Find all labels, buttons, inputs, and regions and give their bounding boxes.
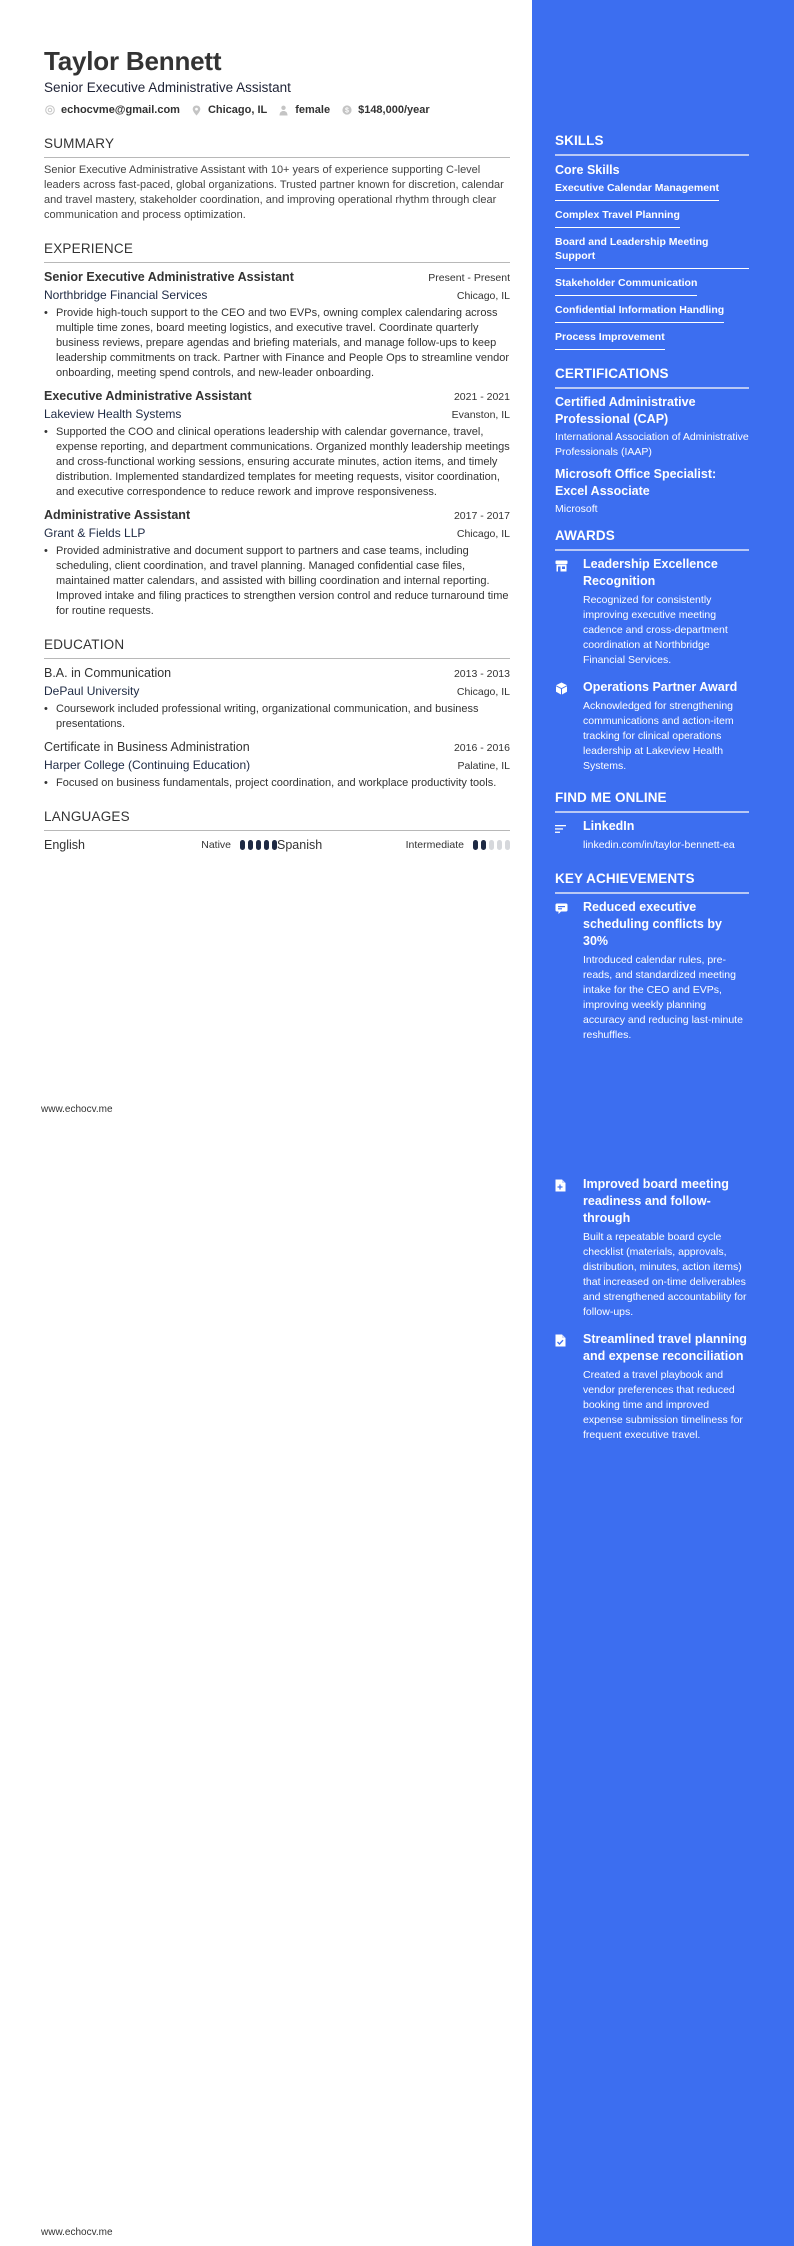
storefront-icon: [555, 556, 583, 675]
achievement-description: Built a repeatable board cycle checklist (materials, approvals, distribution, minutes, action items) that increased on-time deliverables and strengthened accountability for follow-ups.: [583, 1231, 747, 1318]
job-company: Lakeview Health Systems: [44, 407, 182, 421]
skills-group-title: Core Skills: [555, 163, 620, 177]
achievement-description: Created a travel playbook and vendor preferences that reduced booking time and improved expense submission timeliness for frequent executive travel.: [583, 1369, 743, 1441]
education-entry: [44, 738, 510, 791]
skills-list: [555, 179, 749, 355]
experience-section: [44, 240, 510, 619]
skill-item: Process Improvement: [555, 328, 665, 350]
achievements-heading: KEY ACHIEVEMENTS: [555, 870, 749, 894]
awards-section: [555, 527, 749, 781]
contact-location: [191, 104, 267, 116]
language-name: English: [44, 838, 85, 852]
certification-name: Microsoft Office Specialist: Excel Associate: [555, 467, 717, 498]
cube-icon: [555, 679, 583, 781]
achievement-item: [555, 899, 749, 1050]
online-heading: FIND ME ONLINE: [555, 789, 749, 813]
certifications-section: [555, 365, 749, 517]
experience-heading: EXPERIENCE: [44, 240, 510, 263]
award-title: Leadership Excellence Recognition: [583, 557, 718, 588]
language-item: [44, 838, 277, 852]
footer-link[interactable]: www.echocv.me: [41, 1104, 113, 1115]
person-icon: [278, 105, 289, 116]
skill-item: Executive Calendar Management: [555, 179, 719, 201]
document-plus-icon: [555, 1176, 583, 1327]
contact-gender: [278, 104, 330, 116]
job-bullet: • Provide high-touch support to the CEO and two EVPs, owning complex calendaring across multiple time zones, board meeting logistics, and executive travel. Coordinate quarterly business reviews, prepare agendas and briefing materials, and manage follow-ups to keep leadership commitments on track. Partner with Finance and People Ops to streamline vendor onboarding, meeting spend controls, and new-leader onboarding.: [44, 307, 510, 379]
achievements-section: [555, 870, 749, 1050]
job-role: Senior Executive Administrative Assistant: [44, 270, 294, 284]
award-title: Operations Partner Award: [583, 680, 738, 694]
dollar-icon: [341, 105, 352, 116]
job-dates: Present - Present: [428, 272, 510, 284]
chat-bubble-icon: [555, 899, 583, 1050]
contact-gender-text: female: [295, 104, 331, 116]
svg-text:$: $: [344, 107, 349, 115]
language-item: [277, 838, 510, 852]
experience-entry: [44, 268, 510, 381]
job-role: Executive Administrative Assistant: [44, 389, 252, 403]
contact-location-text: Chicago, IL: [207, 104, 268, 116]
award-item: [555, 679, 749, 781]
online-section: [555, 789, 749, 860]
award-description: Recognized for consistently improving executive meeting cadence and cross-department coordination at Northbridge Financial Services.: [583, 594, 728, 666]
languages-heading: LANGUAGES: [44, 808, 510, 831]
skills-heading: SKILLS: [555, 132, 749, 156]
school-location: Chicago, IL: [456, 686, 510, 698]
job-role: Administrative Assistant: [44, 508, 191, 522]
education-heading: EDUCATION: [44, 636, 510, 659]
job-dates: 2017 - 2017: [453, 510, 510, 522]
achievement-item: [555, 1176, 749, 1327]
online-title: LinkedIn: [583, 819, 635, 833]
skill-item: Complex Travel Planning: [555, 206, 680, 228]
location-pin-icon: [191, 105, 202, 116]
skill-item: Board and Leadership Meeting Support: [555, 233, 749, 269]
degree-title: B.A. in Communication: [44, 666, 172, 680]
contact-salary: [341, 104, 430, 116]
achievement-title: Improved board meeting readiness and follow-through: [583, 1177, 729, 1225]
education-dates: 2016 - 2016: [453, 742, 510, 754]
education-dates: 2013 - 2013: [453, 668, 510, 680]
online-url[interactable]: linkedin.com/in/taylor-bennett-ea: [583, 839, 735, 851]
experience-entry: [44, 506, 510, 619]
degree-title: Certificate in Business Administration: [44, 740, 250, 754]
education-section: [44, 636, 510, 791]
achievement-title: Reduced executive scheduling conflicts by 30%: [583, 900, 722, 948]
job-location: Evanston, IL: [451, 409, 510, 421]
job-location: Chicago, IL: [456, 528, 510, 540]
experience-entry: [44, 387, 510, 500]
job-company: Northbridge Financial Services: [44, 288, 208, 302]
summary-heading: SUMMARY: [44, 135, 510, 158]
sidebar-column-continued: [555, 1172, 749, 1450]
school-location: Palatine, IL: [457, 760, 510, 772]
candidate-title: Senior Executive Administrative Assistant: [44, 80, 291, 95]
online-item[interactable]: [555, 818, 749, 860]
skills-section: [555, 132, 749, 355]
award-description: Acknowledged for strengthening communications and action-item tracking for clinical operations leadership at Lakeview Health Systems.: [583, 700, 734, 772]
school-name: Harper College (Continuing Education): [44, 758, 251, 772]
contact-salary-text: $148,000/year: [358, 104, 430, 116]
sidebar-column: [555, 132, 749, 1050]
language-name: Spanish: [277, 838, 323, 852]
at-icon: [44, 105, 55, 116]
summary-section: [44, 135, 510, 223]
education-bullet: • Focused on business fundamentals, project coordination, and workplace productivity tools.: [44, 777, 497, 789]
job-location: Chicago, IL: [456, 290, 510, 302]
language-level: Intermediate: [405, 839, 464, 851]
achievement-description: Introduced calendar rules, pre-reads, and standardized meeting intake for the CEO and EVPs, improving weekly planning accuracy and reducing last-minute reshuffles.: [583, 954, 743, 1041]
education-entry: [44, 664, 510, 732]
certification-issuer: International Association of Administrative Professionals (IAAP): [555, 431, 749, 458]
candidate-name: Taylor Bennett: [44, 46, 222, 76]
language-proficiency-meter: [470, 840, 510, 850]
footer-link[interactable]: www.echocv.me: [41, 2227, 113, 2238]
awards-heading: AWARDS: [555, 527, 749, 551]
job-company: Grant & Fields LLP: [44, 526, 146, 540]
achievement-title: Streamlined travel planning and expense reconciliation: [583, 1332, 747, 1363]
skill-item: Confidential Information Handling: [555, 301, 724, 323]
document-check-icon: [555, 1331, 583, 1450]
award-item: [555, 556, 749, 675]
certification-issuer: Microsoft: [555, 503, 598, 515]
skill-item: Stakeholder Communication: [555, 274, 697, 296]
achievement-item: [555, 1331, 749, 1450]
job-bullet: • Provided administrative and document support to partners and case teams, including scheduling, client coordination, and travel planning. Managed confidential case files, maintained matter calendars, and assisted with billing coordination and internal reporting. Improved intake and filing practices to strengthen version control and reduce turnaround time for routine requests.: [44, 545, 509, 617]
school-name: DePaul University: [44, 684, 140, 698]
languages-row: [44, 836, 510, 854]
job-dates: 2021 - 2021: [453, 391, 510, 403]
lines-icon: [555, 818, 583, 860]
language-proficiency-meter: [237, 840, 277, 850]
main-column: [44, 46, 510, 854]
summary-text: Senior Executive Administrative Assistant with 10+ years of experience supporting C-level leaders across fast-paced, global organizations. Trusted partner known for discretion, calendar and travel mastery, stakeholder coordination, and improving operational rhythm through clear communication and process optimization.: [44, 164, 504, 221]
contact-row: [44, 102, 510, 118]
education-bullet: • Coursework included professional writing, organizational communication, and business presentations.: [44, 703, 479, 730]
languages-section: [44, 808, 510, 854]
contact-email[interactable]: [44, 104, 180, 116]
contact-email-text: echocvme@gmail.com: [61, 104, 180, 116]
certification-name: Certified Administrative Professional (CAP): [555, 395, 696, 426]
language-level: Native: [201, 839, 231, 851]
job-bullet: • Supported the COO and clinical operations leadership with calendar governance, travel, expense reporting, and department communications. Organized monthly leadership meetings and cross-functional working sessions, ensuring accurate minutes, action items, and timely distribution. Implemented standardized templates for meeting requests, visitor coordination, and executive correspondence to reduce rework and improve responsiveness.: [44, 426, 510, 498]
certifications-heading: CERTIFICATIONS: [555, 365, 749, 389]
